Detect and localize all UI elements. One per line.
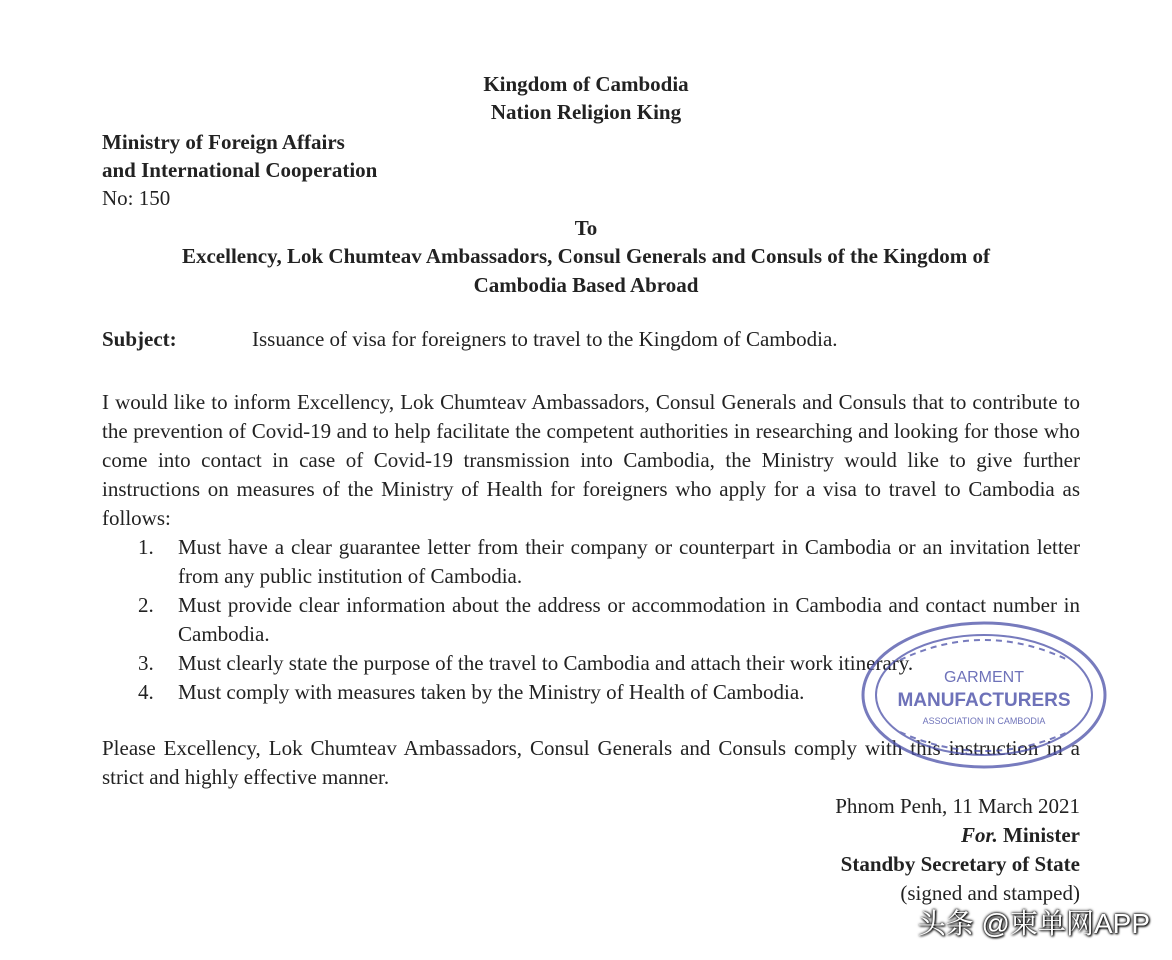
official-stamp-icon	[860, 620, 1108, 770]
subject-text: Issuance of visa for foreigners to travel to the Kingdom of Cambodia.	[252, 327, 838, 351]
list-item-text: Must provide clear information about the address or accommodation in Cambodia and contact number in Cambodia.	[178, 593, 1080, 646]
list-item-text: Must comply with measures taken by the Ministry of Health of Cambodia.	[178, 680, 805, 704]
watermark: 头条 @柬单网APP	[917, 908, 1150, 939]
stamp-line2: MANUFACTURERS	[897, 690, 1071, 711]
body-intro: I would like to inform Excellency, Lok Chumteav Ambassadors, Consul Generals and Consuls that to contribute to the prevention of Covid-19 and to help facilitate the competent authorities in researching and looking for those who come into contact in case of Covid-19 transmission into Cambodia, the Ministry would like to give further instructions on measures of the Ministry of Health for foreigners who apply for a visa to travel to Cambodia as follows:	[102, 390, 1080, 530]
signature-title: Standby Secretary of State	[840, 852, 1080, 876]
list-item-number: 4.	[138, 680, 154, 704]
list-item	[138, 533, 1080, 591]
stamp-line1: GARMENT	[944, 669, 1024, 686]
list-item-text: Must have a clear guarantee letter from their company or counterpart in Cambodia or an invitation letter from any public institution of Cambodia.	[178, 535, 1080, 588]
list-item-text: Must clearly state the purpose of the travel to Cambodia and attach their work itinerary.	[178, 651, 914, 675]
signature-note: (signed and stamped)	[900, 881, 1080, 905]
recipient-line1: Excellency, Lok Chumteav Ambassadors, Consul Generals and Consuls of the Kingdom of	[181, 244, 991, 268]
signature-for-text: Minister	[1003, 823, 1080, 847]
list-item-number: 3.	[138, 651, 154, 675]
header-motto: Nation Religion King	[490, 100, 682, 124]
list-item-number: 2.	[138, 593, 154, 617]
recipient-line2: Cambodia Based Abroad	[473, 273, 699, 297]
sender-ministry-line1: Ministry of Foreign Affairs	[102, 130, 345, 154]
body-closing: Please Excellency, Lok Chumteav Ambassadors, Consul Generals and Consuls comply with this instruction in a strict and highly effective manner.	[102, 736, 1080, 789]
place-date: Phnom Penh, 11 March 2021	[835, 794, 1080, 818]
document-number: No: 150	[102, 186, 171, 210]
header-kingdom: Kingdom of Cambodia	[483, 72, 689, 96]
stamp-line3: ASSOCIATION IN CAMBODIA	[922, 716, 1046, 726]
sender-ministry-line2: and International Cooperation	[102, 158, 378, 182]
signature-for-label: For.	[960, 823, 998, 847]
subject-label: Subject:	[102, 327, 177, 351]
recipient-to: To	[574, 216, 598, 240]
list-item-number: 1.	[138, 535, 154, 559]
signature-for	[961, 821, 1080, 850]
